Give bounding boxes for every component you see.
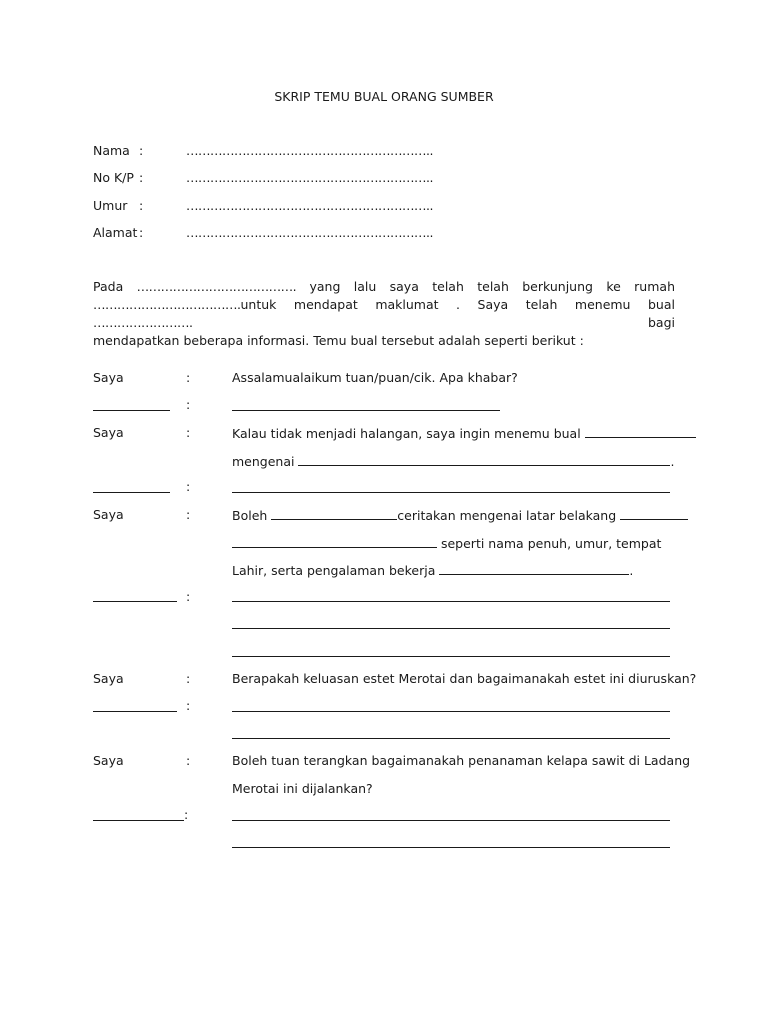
answer-line[interactable] xyxy=(232,738,670,739)
background-blank[interactable] xyxy=(620,507,688,520)
speaker-colon: : xyxy=(186,425,191,440)
respondent-title-blank[interactable] xyxy=(271,507,397,520)
question-4: Berapakah keluasan estet Merotai dan bagaimanakah estet ini diuruskan? xyxy=(232,671,697,686)
host-name-dots[interactable]: ………………………………. xyxy=(93,297,241,312)
respondent-colon: : xyxy=(186,479,191,494)
speaker-label: Saya xyxy=(93,425,124,440)
respondent-colon: : xyxy=(184,807,189,822)
ic-number-field[interactable]: …………………………………………………….. xyxy=(186,170,433,185)
respondent-colon: : xyxy=(186,589,191,604)
interview-topic-blank[interactable] xyxy=(298,453,670,466)
name-field[interactable]: …………………………………………………….. xyxy=(186,143,433,158)
intro-line-2: ……………………………….untuk mendapat maklumat . Saya telah menemu bual ……………………. bagi xyxy=(93,297,675,330)
interviewee-dots[interactable]: ……………………. xyxy=(93,315,193,330)
answer-line[interactable] xyxy=(232,711,670,712)
question-3-line-2: seperti nama penuh, umur, tempat xyxy=(232,535,661,551)
speaker-colon: : xyxy=(186,671,191,686)
ic-number-label: No K/P xyxy=(93,170,134,185)
address-colon: : xyxy=(139,225,144,240)
interview-subject-blank[interactable] xyxy=(585,425,696,438)
address-label: Alamat xyxy=(93,225,138,240)
respondent-name-line[interactable] xyxy=(93,601,177,602)
intro-paragraph xyxy=(93,278,675,350)
respondent-colon: : xyxy=(186,698,191,713)
intro-line-3: mendapatkan beberapa informasi. Temu bual tersebut adalah seperti berikut : xyxy=(93,333,584,348)
intro-line-1: Pada …………………………………. yang lalu saya telah telah berkunjung ke rumah xyxy=(93,279,675,294)
respondent-name-line[interactable] xyxy=(93,820,184,821)
name-label: Nama xyxy=(93,143,130,158)
speaker-label: Saya xyxy=(93,671,124,686)
respondent-colon: : xyxy=(186,397,191,412)
question-3-line-3: Lahir, serta pengalaman bekerja . xyxy=(232,563,634,578)
visit-date-dots[interactable]: …………………………………. xyxy=(136,279,297,294)
age-field[interactable]: …………………………………………………….. xyxy=(186,198,433,213)
background-blank-cont[interactable] xyxy=(232,535,437,548)
page-title: SKRIP TEMU BUAL ORANG SUMBER xyxy=(274,89,494,104)
name-colon: : xyxy=(139,143,144,158)
answer-line[interactable] xyxy=(232,492,670,493)
age-label: Umur xyxy=(93,198,128,213)
ic-number-colon: : xyxy=(139,170,144,185)
speaker-label: Saya xyxy=(93,370,124,385)
work-experience-blank[interactable] xyxy=(439,562,629,575)
question-1: Assalamualaikum tuan/puan/cik. Apa khabar? xyxy=(232,370,518,385)
speaker-colon: : xyxy=(186,370,191,385)
answer-line[interactable] xyxy=(232,410,500,411)
question-5-line-2: Merotai ini dijalankan? xyxy=(232,781,373,796)
respondent-name-line[interactable] xyxy=(93,410,170,411)
answer-line[interactable] xyxy=(232,847,670,848)
answer-line[interactable] xyxy=(232,628,670,629)
question-5-line-1: Boleh tuan terangkan bagaimanakah penanaman kelapa sawit di Ladang xyxy=(232,753,691,768)
speaker-colon: : xyxy=(186,753,191,768)
speaker-label: Saya xyxy=(93,753,124,768)
question-3-line-1: Boleh ceritakan mengenai latar belakang xyxy=(232,507,688,523)
answer-line[interactable] xyxy=(232,820,670,821)
speaker-colon: : xyxy=(186,507,191,522)
address-field[interactable]: …………………………………………………….. xyxy=(186,225,433,240)
answer-line[interactable] xyxy=(232,601,670,602)
speaker-label: Saya xyxy=(93,507,124,522)
respondent-name-line[interactable] xyxy=(93,492,170,493)
age-colon: : xyxy=(139,198,144,213)
question-2-line-2: mengenai . xyxy=(232,454,675,469)
answer-line[interactable] xyxy=(232,656,670,657)
respondent-name-line[interactable] xyxy=(93,711,177,712)
question-2-line-1: Kalau tidak menjadi halangan, saya ingin menemu bual xyxy=(232,425,696,441)
